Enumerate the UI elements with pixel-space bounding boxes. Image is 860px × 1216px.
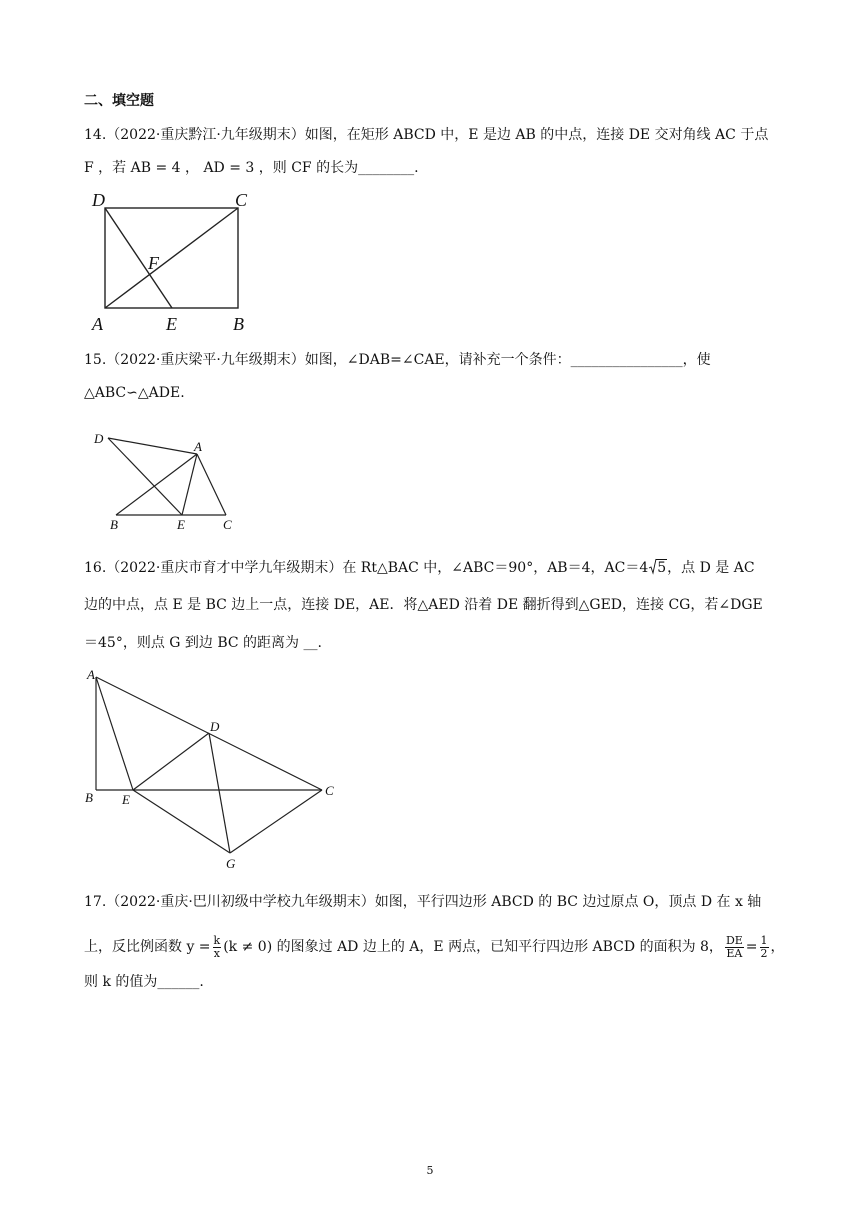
- q14-label-e: E: [166, 314, 177, 334]
- q17-line3: 则 k 的值为______.: [84, 974, 204, 990]
- q14-segment-de: [105, 208, 172, 308]
- q17-line2: [84, 930, 785, 964]
- q17-frac2-num: DE: [725, 933, 743, 947]
- page-number: 5: [426, 1164, 434, 1177]
- q16-label-a: A: [87, 667, 95, 682]
- q14-line2: F ，若 AB = 4 ， AD = 3 ，则 CF 的长为________.: [84, 160, 419, 176]
- q17-line1: 17.（2022·重庆·巴川初级中学校九年级期末）如图，平行四边形 ABCD 的 BC 边过原点 O，顶点 D 在 x 轴: [84, 894, 762, 910]
- q16-line1-suffix: ，点 D 是 AC: [667, 560, 755, 576]
- q16-line1: [84, 558, 755, 578]
- q16-line2: 边的中点，点 E 是 BC 边上一点，连接 DE，AE．将△AED 沿着 DE 翻折得到△GED，连接 CG，若∠DGE: [84, 597, 763, 613]
- q17-frac3-den: 2: [760, 946, 768, 960]
- q17-fraction-k-over-x: [213, 935, 222, 960]
- q17-equals: =: [745, 939, 758, 955]
- q14-label-b: B: [233, 314, 244, 334]
- q14-diagonal-ac: [105, 208, 238, 308]
- q17-fraction-one-half: [760, 935, 769, 960]
- q14-label-f: F: [148, 253, 159, 273]
- q15-line2: △ABC∽△ADE.: [84, 385, 185, 401]
- q15-line1: 15.（2022·重庆梁平·九年级期末）如图，∠DAB=∠CAE，请补充一个条件：________________，使: [84, 352, 711, 368]
- q16-label-c: C: [325, 783, 334, 798]
- q17-frac3-num: 1: [760, 933, 768, 947]
- q16-sqrt-radicand: 5: [657, 560, 667, 576]
- q16-sqrt: [649, 558, 667, 578]
- q15-label-d: D: [94, 431, 104, 446]
- q16-line1-prefix: 16.（2022·重庆市育才中学九年级期末）在 Rt△BAC 中，∠ABC＝90°，AB＝4，AC＝4: [84, 560, 649, 576]
- q17-frac1-den: x: [213, 946, 220, 960]
- q16-figure: [82, 665, 352, 875]
- q15-figure: [86, 425, 246, 535]
- q17-line2-part2: (k ≠ 0) 的图象过 AD 边上的 A，E 两点，已知平行四边形 ABCD 的面积为 8，: [223, 939, 723, 955]
- q16-line3: ＝45°，则点 G 到边 BC 的距离为 __.: [84, 635, 322, 651]
- q17-line2-end: ，: [770, 939, 785, 955]
- q15-label-a: A: [194, 439, 202, 454]
- q15-label-e: E: [177, 517, 185, 532]
- q14-figure: [86, 190, 256, 335]
- q14-label-c: C: [235, 190, 248, 210]
- q16-label-b: B: [85, 790, 93, 805]
- q17-fraction-de-over-ea: [725, 935, 744, 960]
- q14-line1: 14.（2022·重庆黔江·九年级期末）如图，在矩形 ABCD 中，E 是边 AB 的中点，连接 DE 交对角线 AC 于点: [84, 127, 769, 143]
- section-title: 二、填空题: [84, 93, 154, 109]
- q16-label-d: D: [210, 719, 220, 734]
- q14-label-d: D: [92, 190, 105, 210]
- q17-line2-part1: 上，反比例函数 y =: [84, 939, 211, 955]
- q16-label-g: G: [226, 856, 236, 871]
- q15-label-c: C: [223, 517, 232, 532]
- q17-frac2-den: EA: [726, 946, 743, 960]
- q14-label-a: A: [92, 314, 103, 334]
- q16-label-e: E: [122, 792, 130, 807]
- q15-label-b: B: [110, 517, 118, 532]
- q17-frac1-num: k: [213, 933, 221, 947]
